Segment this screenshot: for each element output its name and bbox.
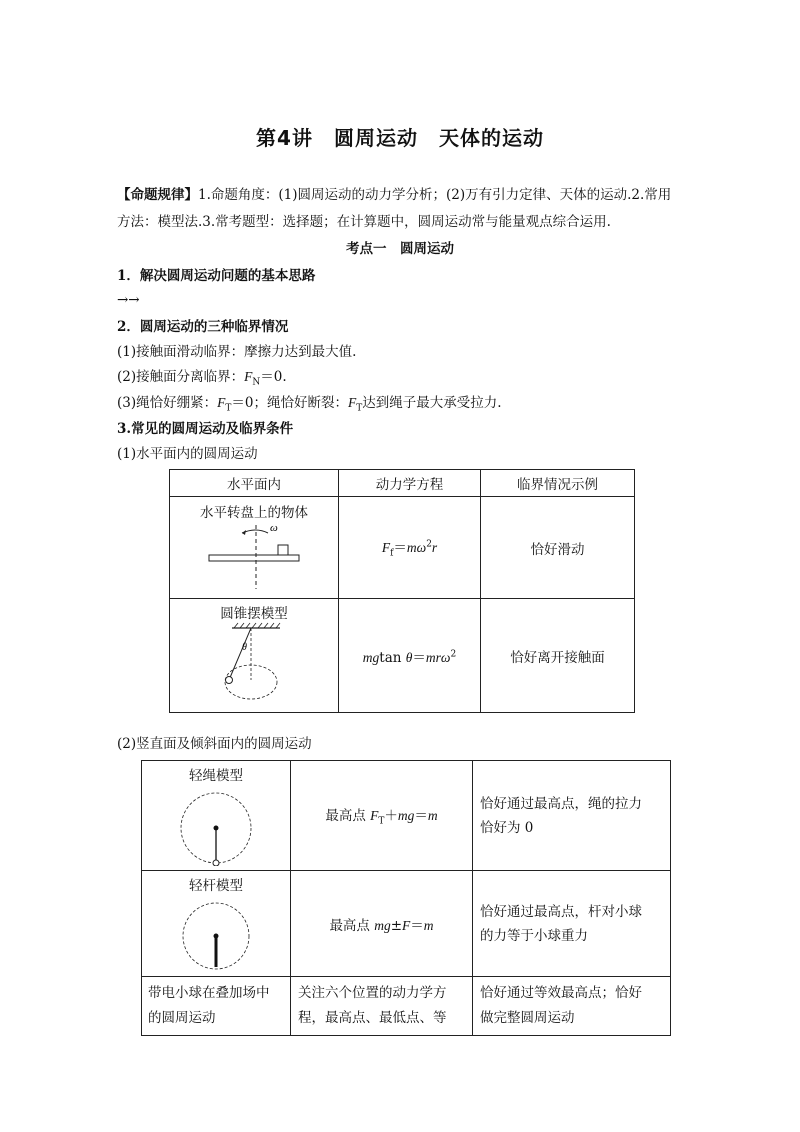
theta-symbol: θ: [242, 642, 247, 653]
thinking-arrows: →→: [117, 292, 140, 308]
diagram-cell: [142, 761, 291, 871]
row-label: 轻杆模型: [189, 878, 243, 894]
intro-line-1: [117, 184, 671, 206]
equation-cell: $F_f=m\omega^2r$: [339, 497, 481, 599]
intro-tag: 【命题规律】: [117, 187, 198, 203]
turntable-diagram: [170, 521, 338, 591]
light-rod-diagram: [142, 894, 290, 972]
header-cell: 动力学方程: [339, 470, 481, 497]
block-object: [278, 545, 288, 555]
page-title: 第4讲 圆周运动 天体的运动: [256, 126, 544, 150]
intro-text-1: 1.命题角度：(1)圆周运动的动力学分析；(2)万有引力定律、天体的运动.2.常用: [198, 187, 672, 203]
diagram-cell: [170, 599, 339, 713]
section-title: 考点一 圆周运动: [346, 241, 454, 257]
ceiling-hatch: [234, 623, 280, 628]
label-cell: 带电小球在叠加场中 的圆周运动: [142, 977, 291, 1036]
critical-case-3: (3)绳恰好绷紧：$F_T=0$；绳恰好断裂：$F_T$达到绳子最大承受拉力.: [117, 395, 502, 414]
row-label: 轻绳模型: [189, 768, 243, 784]
point-3-heading: 3.常见的圆周运动及临界条件: [117, 421, 294, 437]
ball: [213, 860, 219, 866]
critical-case-1: (1)接触面滑动临界：摩擦力达到最大值.: [117, 344, 357, 360]
critical-cell: 恰好滑动: [481, 497, 635, 599]
table-1-caption: (1)水平面内的圆周运动: [117, 446, 258, 462]
critical-cell: 恰好通过最高点，杆对小球 的力等于小球重力: [473, 871, 671, 977]
equation-cell: 最高点 mg±F＝m: [291, 871, 473, 977]
critical-cell: 恰好通过等效最高点；恰好 做完整圆周运动: [473, 977, 671, 1036]
header-cell: 临界情况示例: [481, 470, 635, 497]
table-2-caption: (2)竖直面及倾斜面内的圆周运动: [117, 736, 312, 752]
diagram-cell: [170, 497, 339, 599]
light-rope-diagram: [142, 784, 290, 866]
turntable-disk: [209, 555, 299, 561]
table-header-row: [170, 470, 635, 497]
pendulum-bob: [226, 677, 233, 684]
equation-cell: mgtan θ＝mrω$^2$: [339, 599, 481, 713]
critical-cell: 恰好通过最高点，绳的拉力 恰好为 0: [473, 761, 671, 871]
row-label: 圆锥摆模型: [220, 606, 288, 622]
point-2-heading: 2．圆周运动的三种临界情况: [117, 319, 289, 335]
table-row: [142, 761, 671, 871]
table-row: [170, 497, 635, 599]
critical-case-2: (2)接触面分离临界：$F_N=0$.: [117, 369, 287, 388]
table-row: [170, 599, 635, 713]
omega-symbol: ω: [270, 522, 278, 534]
conical-pendulum-diagram: [170, 622, 338, 708]
point-1-heading: 1．解决圆周运动问题的基本思路: [117, 268, 316, 284]
equation-cell: 关注六个位置的动力学方 程，最高点、最低点、等: [291, 977, 473, 1036]
table-vertical-circular-motion: [141, 760, 671, 1036]
diagram-cell: [142, 871, 291, 977]
equation-cell: 最高点 $F_T+mg=m$: [291, 761, 473, 871]
intro-line-2: 方法：模型法.3.常考题型：选择题；在计算题中，圆周运动常与能量观点综合运用.: [117, 214, 611, 230]
table-horizontal-circular-motion: [169, 469, 635, 713]
row-label: 水平转盘上的物体: [200, 505, 308, 521]
header-cell: 水平面内: [170, 470, 339, 497]
table-row: [142, 977, 671, 1036]
critical-cell: 恰好离开接触面: [481, 599, 635, 713]
table-row: [142, 871, 671, 977]
pendulum-string: [229, 628, 251, 680]
